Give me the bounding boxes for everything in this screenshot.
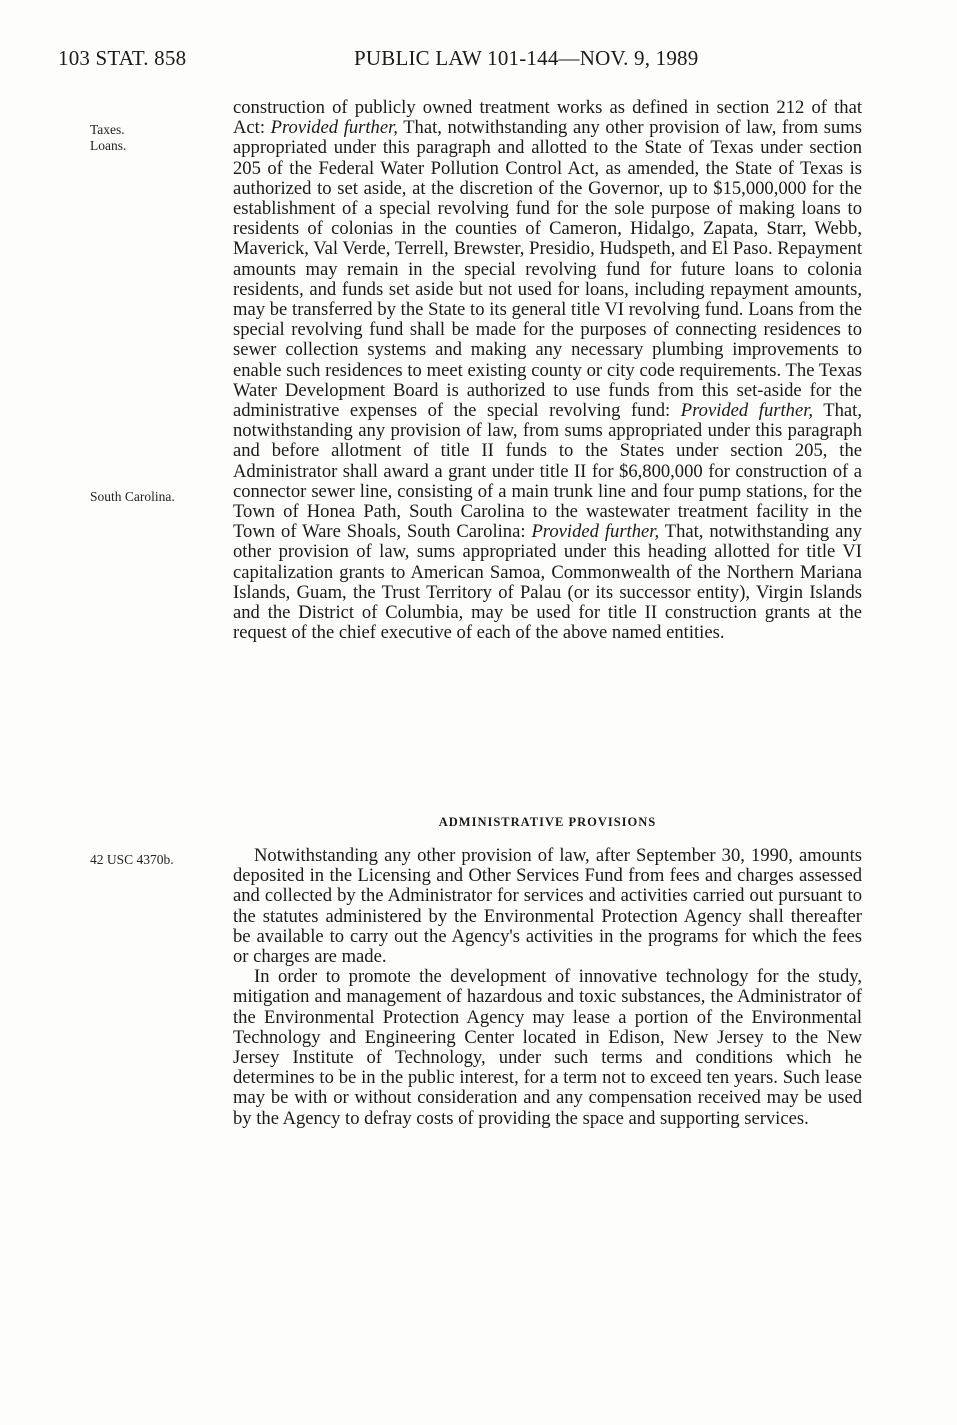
proviso-3: Provided further, xyxy=(531,521,660,543)
public-law-citation: PUBLIC LAW 101-144—NOV. 9, 1989 xyxy=(354,46,699,70)
margin-note-taxes: Taxes. xyxy=(90,122,125,137)
admin-paragraph-1: Notwithstanding any other provision of law, after September 30, 1990, amounts deposited in the Licensing and Other Services Fund from fees and charges assessed and collected by the Administrator for services and activities carried out pursuant to the statutes administered by the Environmental Protection Agency shall thereafter be available to carry out the Agency's activities in the programs for which the fees or charges are made. xyxy=(233,845,862,968)
continuation-text-4: That, notwithstanding any other provision of law, sums appropriated under this heading allotted for title VI capitalization grants to American Samoa, Commonwealth of the Northern Mariana Islands, Guam, the Trust Territory of Palau (or its successor entity), Virgin Islands and the District of Columbia, may be used for title II construction grants at the request of the chief executive of each of the above named entities. xyxy=(233,521,862,644)
continuation-paragraph xyxy=(233,98,862,643)
margin-note-loans: Loans. xyxy=(90,138,127,153)
proviso-1: Provided further, xyxy=(270,117,398,139)
administrative-provisions-text xyxy=(233,846,862,1129)
section-heading: ADMINISTRATIVE PROVISIONS xyxy=(438,815,657,829)
stat-page-number: 103 STAT. 858 xyxy=(58,46,187,70)
continuation-text-1: construction of publicly owned treatment works as defined in section 212 of that Act: xyxy=(233,97,862,139)
admin-paragraph-2: In order to promote the development of innovative technology for the study, mitigation and management of hazardous and toxic substances, the Administrator of the Environmental Protection Agency may lease a portion of the Environmental Technology and Engineering Center located in Edison, New Jersey to the New Jersey Institute of Technology, under such terms and conditions which he determines to be in the public interest, for a term not to exceed ten years. Such lease may be with or without consideration and any compensation received may be used by the Agency to defray costs of providing the space and supporting services. xyxy=(233,966,862,1129)
margin-note-usc-citation: 42 USC 4370b. xyxy=(90,852,174,867)
margin-note-south-carolina: South Carolina. xyxy=(90,489,175,504)
page-header xyxy=(58,46,878,76)
continuation-text-3: That, notwithstanding any provision of law, from sums appropriated under this paragraph and before allotment of title II funds to the States under section 205, the Administrator shall award a grant under title II for $6,800,000 for construction of a connector sewer line, consisting of a main trunk line and four pump stations, for the Town of Honea Path, South Carolina to the wastewater treatment facility in the Town of Ware Shoals, South Carolina: xyxy=(233,400,862,543)
continuation-text-2: That, notwithstanding any other provision of law, from sums appropriated under this paragraph and allotted to the State of Texas under section 205 of the Federal Water Pollution Control Act, as amended, the State of Texas is authorized to set aside, at the discretion of the Governor, up to $15,000,000 for the establishment of a special revolving fund for the sole purpose of making loans to residents of colonias in the counties of Cameron, Hidalgo, Zapata, Starr, Webb, Maverick, Val Verde, Terrell, Brewster, Presidio, Hudspeth, and El Paso. Repayment amounts may remain in the special revolving fund for future loans to colonia residents, and funds set aside but not used for loans, including repayment amounts, may be transferred by the State to its general title VI revolving fund. Loans from the special revolving fund shall be made for the purposes of connecting residences to sewer collection systems and making any necessary plumbing improvements to enable such residences to meet existing county or city code requirements. The Texas Water Development Board is authorized to use funds from this set-aside for the administrative expenses of the special revolving fund: xyxy=(233,117,862,422)
proviso-2: Provided further, xyxy=(680,400,814,422)
